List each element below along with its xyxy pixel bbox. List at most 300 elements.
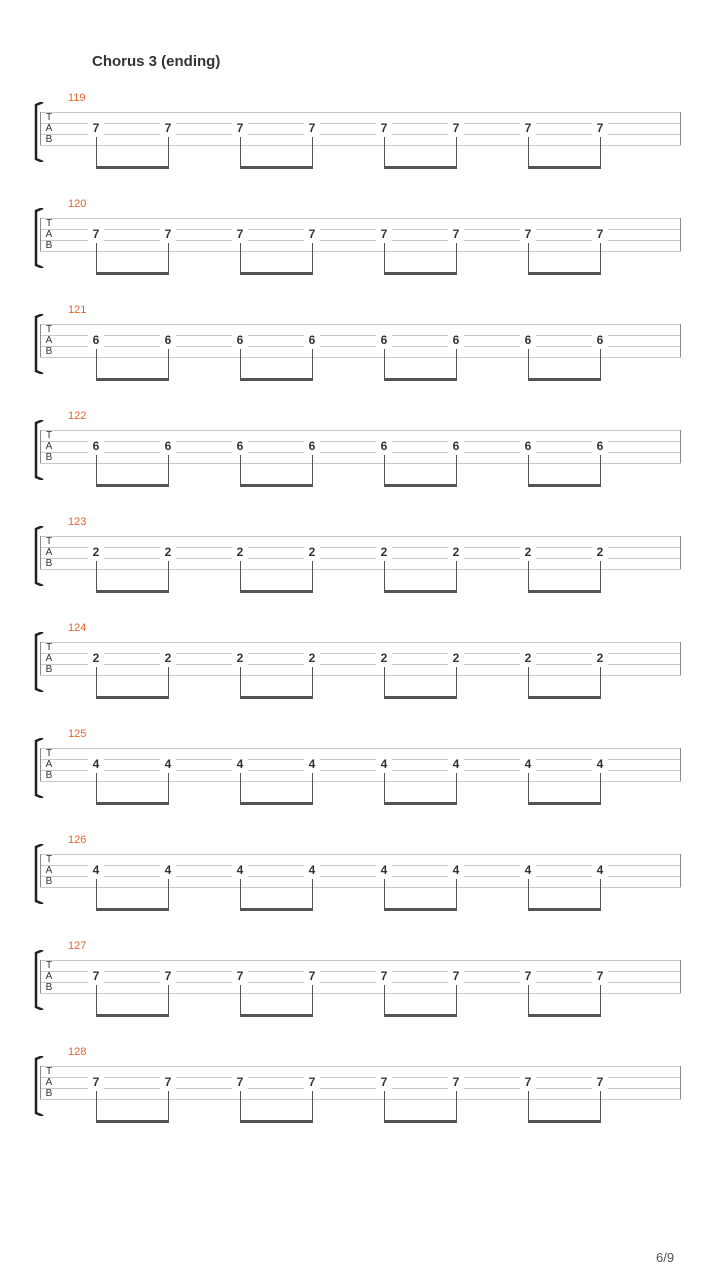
end-barline bbox=[680, 112, 681, 145]
note-stem bbox=[456, 879, 457, 910]
note-stem bbox=[528, 243, 529, 274]
fret-number: 7 bbox=[376, 1076, 392, 1089]
start-barline bbox=[40, 430, 41, 463]
fret-number: 4 bbox=[88, 758, 104, 771]
measure-number: 125 bbox=[68, 728, 87, 740]
fret-number: 2 bbox=[304, 652, 320, 665]
staff-line bbox=[40, 759, 681, 760]
note-stem bbox=[600, 1091, 601, 1122]
tab-clef-letter: B bbox=[45, 452, 53, 463]
tab-clef-letter: A bbox=[45, 441, 53, 452]
note-beam bbox=[240, 802, 313, 805]
fret-number: 7 bbox=[160, 1076, 176, 1089]
note-stem bbox=[168, 243, 169, 274]
tab-clef-letter: T bbox=[45, 324, 53, 335]
measure-number: 120 bbox=[68, 198, 87, 210]
note-beam bbox=[528, 1120, 601, 1123]
end-barline bbox=[680, 430, 681, 463]
note-beam bbox=[240, 590, 313, 593]
note-stem bbox=[456, 667, 457, 698]
fret-number: 7 bbox=[592, 228, 608, 241]
fret-number: 7 bbox=[304, 122, 320, 135]
fret-number: 7 bbox=[520, 228, 536, 241]
tab-clef-letter: A bbox=[45, 229, 53, 240]
note-stem bbox=[96, 667, 97, 698]
measure-number: 128 bbox=[68, 1046, 87, 1058]
note-beam bbox=[240, 484, 313, 487]
fret-number: 2 bbox=[160, 652, 176, 665]
staff-line bbox=[40, 536, 681, 537]
staff-line bbox=[40, 982, 681, 983]
note-beam bbox=[96, 166, 169, 169]
fret-number: 7 bbox=[160, 122, 176, 135]
tab-clef-letter: A bbox=[45, 1077, 53, 1088]
fret-number: 7 bbox=[376, 122, 392, 135]
tab-clef-letter: A bbox=[45, 971, 53, 982]
staff-line bbox=[40, 251, 681, 252]
fret-number: 4 bbox=[232, 864, 248, 877]
tab-system-119 bbox=[0, 92, 720, 180]
fret-number: 7 bbox=[88, 970, 104, 983]
fret-number: 7 bbox=[232, 1076, 248, 1089]
fret-number: 7 bbox=[520, 1076, 536, 1089]
note-stem bbox=[96, 561, 97, 592]
note-stem bbox=[96, 773, 97, 804]
staff-line bbox=[40, 748, 681, 749]
tab-clef-letter: B bbox=[45, 558, 53, 569]
tab-clef-letter: A bbox=[45, 865, 53, 876]
end-barline bbox=[680, 1066, 681, 1099]
staff-line bbox=[40, 218, 681, 219]
note-stem bbox=[240, 985, 241, 1016]
tab-clef-letter: T bbox=[45, 536, 53, 547]
tab-clef bbox=[44, 536, 54, 569]
note-stem bbox=[312, 349, 313, 380]
note-stem bbox=[384, 561, 385, 592]
start-barline bbox=[40, 960, 41, 993]
tab-clef-letter: T bbox=[45, 748, 53, 759]
note-beam bbox=[528, 484, 601, 487]
end-barline bbox=[680, 536, 681, 569]
tab-system-126 bbox=[0, 834, 720, 922]
fret-number: 6 bbox=[232, 440, 248, 453]
tab-clef-letter: T bbox=[45, 430, 53, 441]
note-stem bbox=[456, 243, 457, 274]
tab-clef-letter: B bbox=[45, 770, 53, 781]
fret-number: 2 bbox=[304, 546, 320, 559]
fret-number: 2 bbox=[520, 546, 536, 559]
start-barline bbox=[40, 324, 41, 357]
fret-number: 2 bbox=[232, 652, 248, 665]
staff-line bbox=[40, 653, 681, 654]
fret-number: 6 bbox=[88, 440, 104, 453]
section-title: Chorus 3 (ending) bbox=[92, 53, 221, 70]
staff-line bbox=[40, 547, 681, 548]
staff-line bbox=[40, 430, 681, 431]
staff-line bbox=[40, 346, 681, 347]
note-beam bbox=[384, 908, 457, 911]
tab-clef bbox=[44, 112, 54, 145]
note-stem bbox=[528, 985, 529, 1016]
note-stem bbox=[528, 137, 529, 168]
note-beam bbox=[384, 1120, 457, 1123]
note-stem bbox=[528, 667, 529, 698]
fret-number: 7 bbox=[88, 228, 104, 241]
note-stem bbox=[384, 773, 385, 804]
fret-number: 6 bbox=[520, 334, 536, 347]
end-barline bbox=[680, 748, 681, 781]
note-stem bbox=[600, 985, 601, 1016]
note-beam bbox=[384, 802, 457, 805]
fret-number: 2 bbox=[520, 652, 536, 665]
measure-number: 126 bbox=[68, 834, 87, 846]
note-beam bbox=[240, 272, 313, 275]
note-stem bbox=[240, 455, 241, 486]
note-stem bbox=[240, 667, 241, 698]
system-bracket bbox=[34, 420, 44, 480]
system-bracket bbox=[34, 950, 44, 1010]
fret-number: 4 bbox=[520, 864, 536, 877]
tab-system-121 bbox=[0, 304, 720, 392]
note-beam bbox=[528, 1014, 601, 1017]
note-stem bbox=[168, 1091, 169, 1122]
end-barline bbox=[680, 960, 681, 993]
note-beam bbox=[240, 908, 313, 911]
tab-clef-letter: B bbox=[45, 876, 53, 887]
note-beam bbox=[96, 590, 169, 593]
fret-number: 2 bbox=[592, 546, 608, 559]
note-beam bbox=[96, 802, 169, 805]
fret-number: 7 bbox=[88, 122, 104, 135]
note-stem bbox=[168, 349, 169, 380]
fret-number: 7 bbox=[592, 122, 608, 135]
fret-number: 4 bbox=[304, 758, 320, 771]
fret-number: 4 bbox=[448, 758, 464, 771]
fret-number: 7 bbox=[232, 970, 248, 983]
fret-number: 6 bbox=[88, 334, 104, 347]
note-beam bbox=[240, 166, 313, 169]
system-bracket bbox=[34, 526, 44, 586]
note-stem bbox=[384, 667, 385, 698]
staff-line bbox=[40, 993, 681, 994]
note-beam bbox=[96, 908, 169, 911]
fret-number: 6 bbox=[304, 334, 320, 347]
note-stem bbox=[96, 349, 97, 380]
staff-line bbox=[40, 463, 681, 464]
fret-number: 7 bbox=[304, 228, 320, 241]
tab-clef-letter: B bbox=[45, 982, 53, 993]
note-beam bbox=[96, 272, 169, 275]
note-stem bbox=[240, 561, 241, 592]
note-stem bbox=[528, 1091, 529, 1122]
note-stem bbox=[384, 1091, 385, 1122]
fret-number: 6 bbox=[520, 440, 536, 453]
note-stem bbox=[96, 985, 97, 1016]
fret-number: 2 bbox=[376, 652, 392, 665]
staff-line bbox=[40, 569, 681, 570]
note-stem bbox=[456, 455, 457, 486]
fret-number: 6 bbox=[448, 440, 464, 453]
fret-number: 4 bbox=[520, 758, 536, 771]
end-barline bbox=[680, 324, 681, 357]
note-stem bbox=[600, 137, 601, 168]
note-stem bbox=[528, 879, 529, 910]
staff-line bbox=[40, 134, 681, 135]
staff-line bbox=[40, 1066, 681, 1067]
staff-line bbox=[40, 971, 681, 972]
note-stem bbox=[456, 137, 457, 168]
staff-line bbox=[40, 1088, 681, 1089]
tab-clef-letter: B bbox=[45, 346, 53, 357]
start-barline bbox=[40, 218, 41, 251]
fret-number: 2 bbox=[592, 652, 608, 665]
tab-clef bbox=[44, 642, 54, 675]
fret-number: 4 bbox=[592, 758, 608, 771]
fret-number: 7 bbox=[232, 122, 248, 135]
start-barline bbox=[40, 536, 41, 569]
note-stem bbox=[312, 243, 313, 274]
note-stem bbox=[312, 773, 313, 804]
note-beam bbox=[240, 1120, 313, 1123]
fret-number: 7 bbox=[160, 970, 176, 983]
note-stem bbox=[600, 561, 601, 592]
note-stem bbox=[456, 1091, 457, 1122]
fret-number: 2 bbox=[88, 652, 104, 665]
staff-line bbox=[40, 865, 681, 866]
note-beam bbox=[240, 1014, 313, 1017]
tab-clef-letter: B bbox=[45, 240, 53, 251]
fret-number: 6 bbox=[232, 334, 248, 347]
note-beam bbox=[528, 908, 601, 911]
fret-number: 7 bbox=[304, 1076, 320, 1089]
tab-system-127 bbox=[0, 940, 720, 1028]
fret-number: 6 bbox=[448, 334, 464, 347]
fret-number: 7 bbox=[520, 970, 536, 983]
note-stem bbox=[96, 879, 97, 910]
note-stem bbox=[240, 879, 241, 910]
end-barline bbox=[680, 642, 681, 675]
note-stem bbox=[600, 773, 601, 804]
start-barline bbox=[40, 112, 41, 145]
note-stem bbox=[168, 455, 169, 486]
note-stem bbox=[600, 243, 601, 274]
note-beam bbox=[384, 484, 457, 487]
tab-clef bbox=[44, 218, 54, 251]
fret-number: 6 bbox=[160, 440, 176, 453]
note-stem bbox=[240, 773, 241, 804]
fret-number: 7 bbox=[448, 1076, 464, 1089]
system-bracket bbox=[34, 208, 44, 268]
note-stem bbox=[528, 349, 529, 380]
fret-number: 2 bbox=[448, 652, 464, 665]
note-stem bbox=[96, 1091, 97, 1122]
note-beam bbox=[384, 1014, 457, 1017]
fret-number: 7 bbox=[448, 970, 464, 983]
note-stem bbox=[600, 879, 601, 910]
note-stem bbox=[240, 349, 241, 380]
note-stem bbox=[312, 455, 313, 486]
staff-line bbox=[40, 357, 681, 358]
tab-clef bbox=[44, 324, 54, 357]
staff-line bbox=[40, 664, 681, 665]
note-stem bbox=[384, 879, 385, 910]
note-beam bbox=[528, 590, 601, 593]
tab-clef-letter: A bbox=[45, 759, 53, 770]
note-beam bbox=[528, 802, 601, 805]
measure-number: 127 bbox=[68, 940, 87, 952]
tab-clef-letter: T bbox=[45, 642, 53, 653]
tab-clef bbox=[44, 960, 54, 993]
staff-line bbox=[40, 324, 681, 325]
note-stem bbox=[528, 773, 529, 804]
note-beam bbox=[384, 166, 457, 169]
note-beam bbox=[96, 696, 169, 699]
note-stem bbox=[456, 773, 457, 804]
note-stem bbox=[96, 137, 97, 168]
note-beam bbox=[96, 1014, 169, 1017]
note-stem bbox=[312, 667, 313, 698]
note-beam bbox=[384, 696, 457, 699]
staff-line bbox=[40, 112, 681, 113]
end-barline bbox=[680, 854, 681, 887]
staff-line bbox=[40, 675, 681, 676]
tab-system-123 bbox=[0, 516, 720, 604]
measure-number: 122 bbox=[68, 410, 87, 422]
staff-line bbox=[40, 335, 681, 336]
tab-system-128 bbox=[0, 1046, 720, 1134]
tab-clef bbox=[44, 854, 54, 887]
staff-line bbox=[40, 781, 681, 782]
tab-clef bbox=[44, 430, 54, 463]
note-stem bbox=[600, 455, 601, 486]
note-beam bbox=[528, 272, 601, 275]
fret-number: 7 bbox=[304, 970, 320, 983]
fret-number: 6 bbox=[160, 334, 176, 347]
tab-clef-letter: T bbox=[45, 854, 53, 865]
note-stem bbox=[456, 561, 457, 592]
staff-line bbox=[40, 1077, 681, 1078]
note-stem bbox=[168, 561, 169, 592]
fret-number: 4 bbox=[448, 864, 464, 877]
tab-clef-letter: T bbox=[45, 112, 53, 123]
note-stem bbox=[312, 879, 313, 910]
note-beam bbox=[384, 378, 457, 381]
note-stem bbox=[384, 985, 385, 1016]
tab-clef-letter: A bbox=[45, 335, 53, 346]
note-beam bbox=[528, 696, 601, 699]
fret-number: 7 bbox=[160, 228, 176, 241]
fret-number: 2 bbox=[160, 546, 176, 559]
tab-clef-letter: A bbox=[45, 653, 53, 664]
fret-number: 4 bbox=[160, 864, 176, 877]
fret-number: 7 bbox=[592, 970, 608, 983]
system-bracket bbox=[34, 1056, 44, 1116]
staff-line bbox=[40, 770, 681, 771]
note-beam bbox=[240, 696, 313, 699]
tab-clef bbox=[44, 1066, 54, 1099]
measure-number: 124 bbox=[68, 622, 87, 634]
fret-number: 2 bbox=[232, 546, 248, 559]
start-barline bbox=[40, 748, 41, 781]
system-bracket bbox=[34, 738, 44, 798]
note-stem bbox=[96, 243, 97, 274]
staff-line bbox=[40, 876, 681, 877]
fret-number: 2 bbox=[88, 546, 104, 559]
system-bracket bbox=[34, 844, 44, 904]
tab-clef bbox=[44, 748, 54, 781]
fret-number: 4 bbox=[304, 864, 320, 877]
note-stem bbox=[312, 985, 313, 1016]
tab-clef-letter: A bbox=[45, 547, 53, 558]
note-stem bbox=[168, 773, 169, 804]
note-beam bbox=[96, 378, 169, 381]
note-stem bbox=[168, 137, 169, 168]
note-stem bbox=[312, 561, 313, 592]
staff-line bbox=[40, 960, 681, 961]
staff-line bbox=[40, 240, 681, 241]
note-stem bbox=[312, 1091, 313, 1122]
tab-system-120 bbox=[0, 198, 720, 286]
note-beam bbox=[96, 1120, 169, 1123]
fret-number: 7 bbox=[376, 228, 392, 241]
note-stem bbox=[240, 243, 241, 274]
tab-clef-letter: B bbox=[45, 664, 53, 675]
fret-number: 7 bbox=[448, 122, 464, 135]
fret-number: 4 bbox=[592, 864, 608, 877]
fret-number: 4 bbox=[376, 864, 392, 877]
fret-number: 7 bbox=[376, 970, 392, 983]
note-stem bbox=[312, 137, 313, 168]
staff-line bbox=[40, 642, 681, 643]
tab-clef-letter: T bbox=[45, 960, 53, 971]
note-stem bbox=[528, 561, 529, 592]
note-stem bbox=[240, 1091, 241, 1122]
fret-number: 6 bbox=[304, 440, 320, 453]
fret-number: 6 bbox=[376, 334, 392, 347]
measure-number: 121 bbox=[68, 304, 87, 316]
note-stem bbox=[168, 667, 169, 698]
staff-line bbox=[40, 854, 681, 855]
start-barline bbox=[40, 854, 41, 887]
note-stem bbox=[456, 985, 457, 1016]
staff-line bbox=[40, 558, 681, 559]
tab-system-125 bbox=[0, 728, 720, 816]
start-barline bbox=[40, 1066, 41, 1099]
fret-number: 2 bbox=[448, 546, 464, 559]
fret-number: 4 bbox=[376, 758, 392, 771]
measure-number: 119 bbox=[68, 92, 86, 104]
staff-line bbox=[40, 229, 681, 230]
fret-number: 7 bbox=[232, 228, 248, 241]
note-stem bbox=[168, 985, 169, 1016]
start-barline bbox=[40, 642, 41, 675]
fret-number: 4 bbox=[88, 864, 104, 877]
system-bracket bbox=[34, 314, 44, 374]
note-stem bbox=[168, 879, 169, 910]
staff-line bbox=[40, 123, 681, 124]
fret-number: 4 bbox=[160, 758, 176, 771]
note-stem bbox=[240, 137, 241, 168]
staff-line bbox=[40, 887, 681, 888]
fret-number: 7 bbox=[88, 1076, 104, 1089]
tab-clef-letter: A bbox=[45, 123, 53, 134]
staff-line bbox=[40, 1099, 681, 1100]
fret-number: 7 bbox=[592, 1076, 608, 1089]
system-bracket bbox=[34, 102, 44, 162]
note-stem bbox=[384, 349, 385, 380]
note-beam bbox=[528, 378, 601, 381]
note-stem bbox=[384, 243, 385, 274]
